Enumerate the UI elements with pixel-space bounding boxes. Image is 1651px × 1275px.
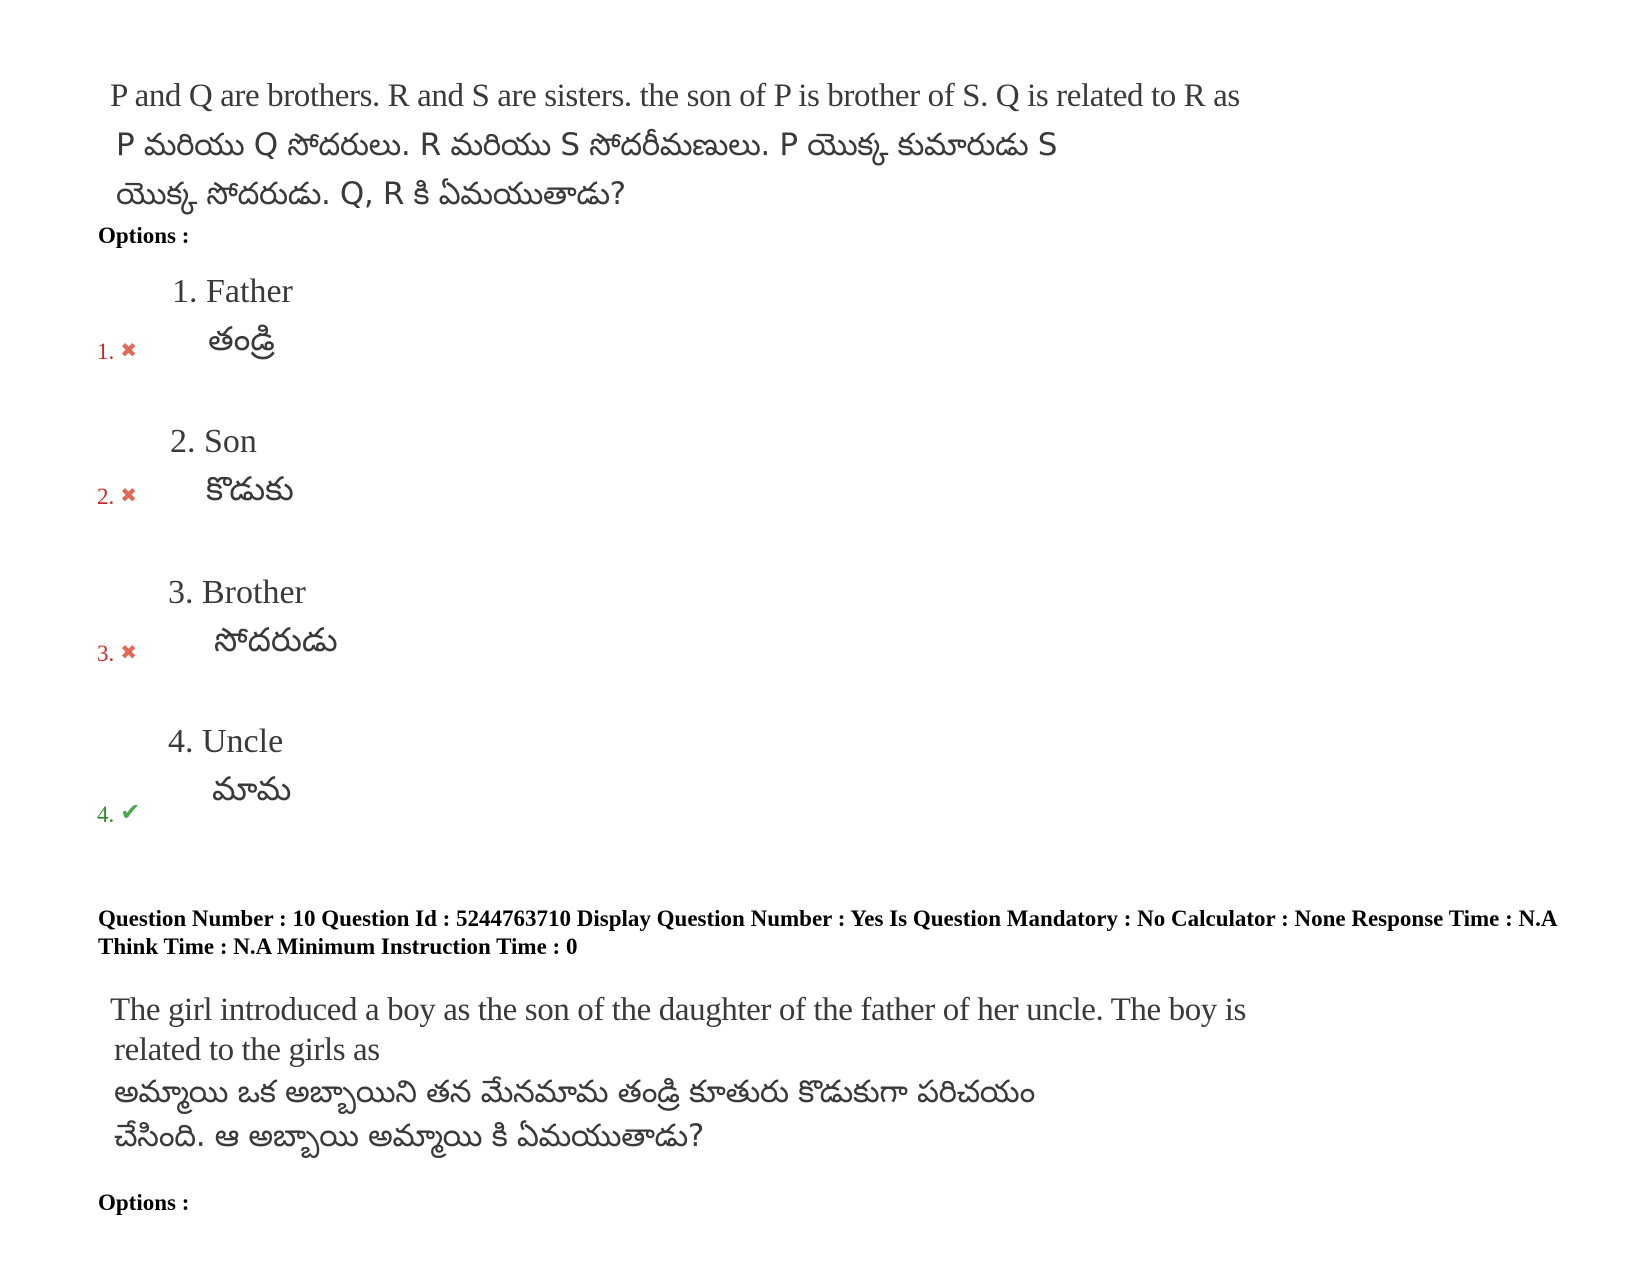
option-4 xyxy=(168,723,291,816)
cross-icon: ✖ xyxy=(120,338,138,362)
option-3 xyxy=(168,574,338,667)
check-icon: ✔ xyxy=(120,798,141,826)
option-number: 4. xyxy=(97,802,115,827)
option-1 xyxy=(172,273,293,366)
question-line-english: related to the girls as xyxy=(114,1032,380,1068)
question-line-telugu: యొక్క సోదరుడు. Q, R కి ఏమయుతాడు? xyxy=(116,176,626,212)
options-label: Options : xyxy=(98,1190,190,1215)
option-english-text: 2. Son xyxy=(170,423,257,460)
question-line-telugu: అమ్మాయి ఒక అబ్బాయిని తన మేనమామ తండ్రి కూతురు కొడుకుగా పరిచయం xyxy=(114,1074,1035,1110)
question-line-english: P and Q are brothers. R and S are sisters. the son of P is brother of S. Q is related to R as xyxy=(110,78,1240,114)
options-label: Options : xyxy=(98,223,190,248)
option-telugu-text: మామ xyxy=(212,769,292,808)
option-telugu-text: కొడుకు xyxy=(206,469,294,508)
question-text xyxy=(110,72,1240,219)
option-marker xyxy=(97,483,137,510)
option-english-text: 3. Brother xyxy=(168,574,306,611)
option-marker xyxy=(97,640,137,667)
question-metadata: Question Number : 10 Question Id : 5244763710 Display Question Number : Yes Is Question Mandatory : No Calculator : None Response Time : N.A Think Time : N.A Minimum Instruction Time : 0 xyxy=(98,906,1557,959)
question-line-telugu: చేసింది. ఆ అబ్బాయి అమ్మాయి కి ఏమయుతాడు? xyxy=(114,1118,704,1154)
cross-icon: ✖ xyxy=(120,640,138,664)
question-text xyxy=(110,990,1246,1158)
option-telugu-text: సోదరుడు xyxy=(214,620,338,659)
cross-icon: ✖ xyxy=(120,483,138,507)
option-2 xyxy=(170,423,294,516)
option-number: 2. xyxy=(97,484,115,509)
question-line-english: The girl introduced a boy as the son of the daughter of the father of her uncle. The boy is xyxy=(110,992,1246,1028)
option-telugu-text: తండ్రి xyxy=(208,319,275,358)
option-marker xyxy=(97,338,137,365)
option-number: 1. xyxy=(97,339,115,364)
option-english-text: 1. Father xyxy=(172,273,293,310)
option-number: 3. xyxy=(97,641,115,666)
option-english-text: 4. Uncle xyxy=(168,723,284,760)
option-marker xyxy=(97,798,140,828)
question-line-telugu: P మరియు Q సోదరులు. R మరియు S సోదరీమణులు. P యొక్క కుమారుడు S xyxy=(116,127,1058,163)
